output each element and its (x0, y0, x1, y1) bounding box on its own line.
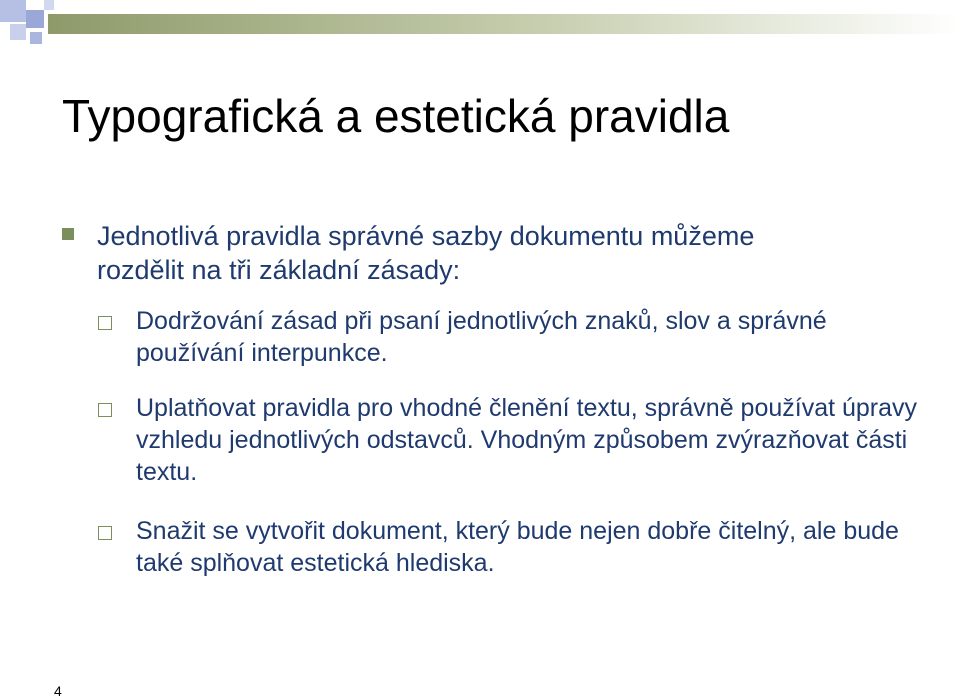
hollow-square-bullet-icon (98, 403, 112, 417)
square-bullet-icon (62, 228, 74, 240)
slide-title: Typografická a estetická pravidla (62, 90, 730, 142)
hollow-square-bullet-icon (98, 526, 112, 540)
sub-item-1: Dodržování zásad při psaní jednotlivých znaků, slov a správné používání interpunkce. (136, 307, 827, 367)
header-decoration (0, 0, 960, 50)
sub-item-2: Uplatňovat pravidla pro vhodné členění textu, správně používat úpravy vzhledu jednotlivých odstavců. Vhodným způsobem zvýrazňovat části textu. (136, 394, 918, 486)
slide-number: 4 (54, 683, 62, 699)
hollow-square-bullet-icon (98, 316, 112, 330)
sub-item-3: Snažit se vytvořit dokument, který bude nejen dobře čitelný, ale bude také splňovat estetická hlediska. (136, 517, 899, 577)
main-bullet-text: Jednotlivá pravidla správné sazby dokumentu můžeme rozdělit na tři základní zásady: (97, 221, 755, 285)
